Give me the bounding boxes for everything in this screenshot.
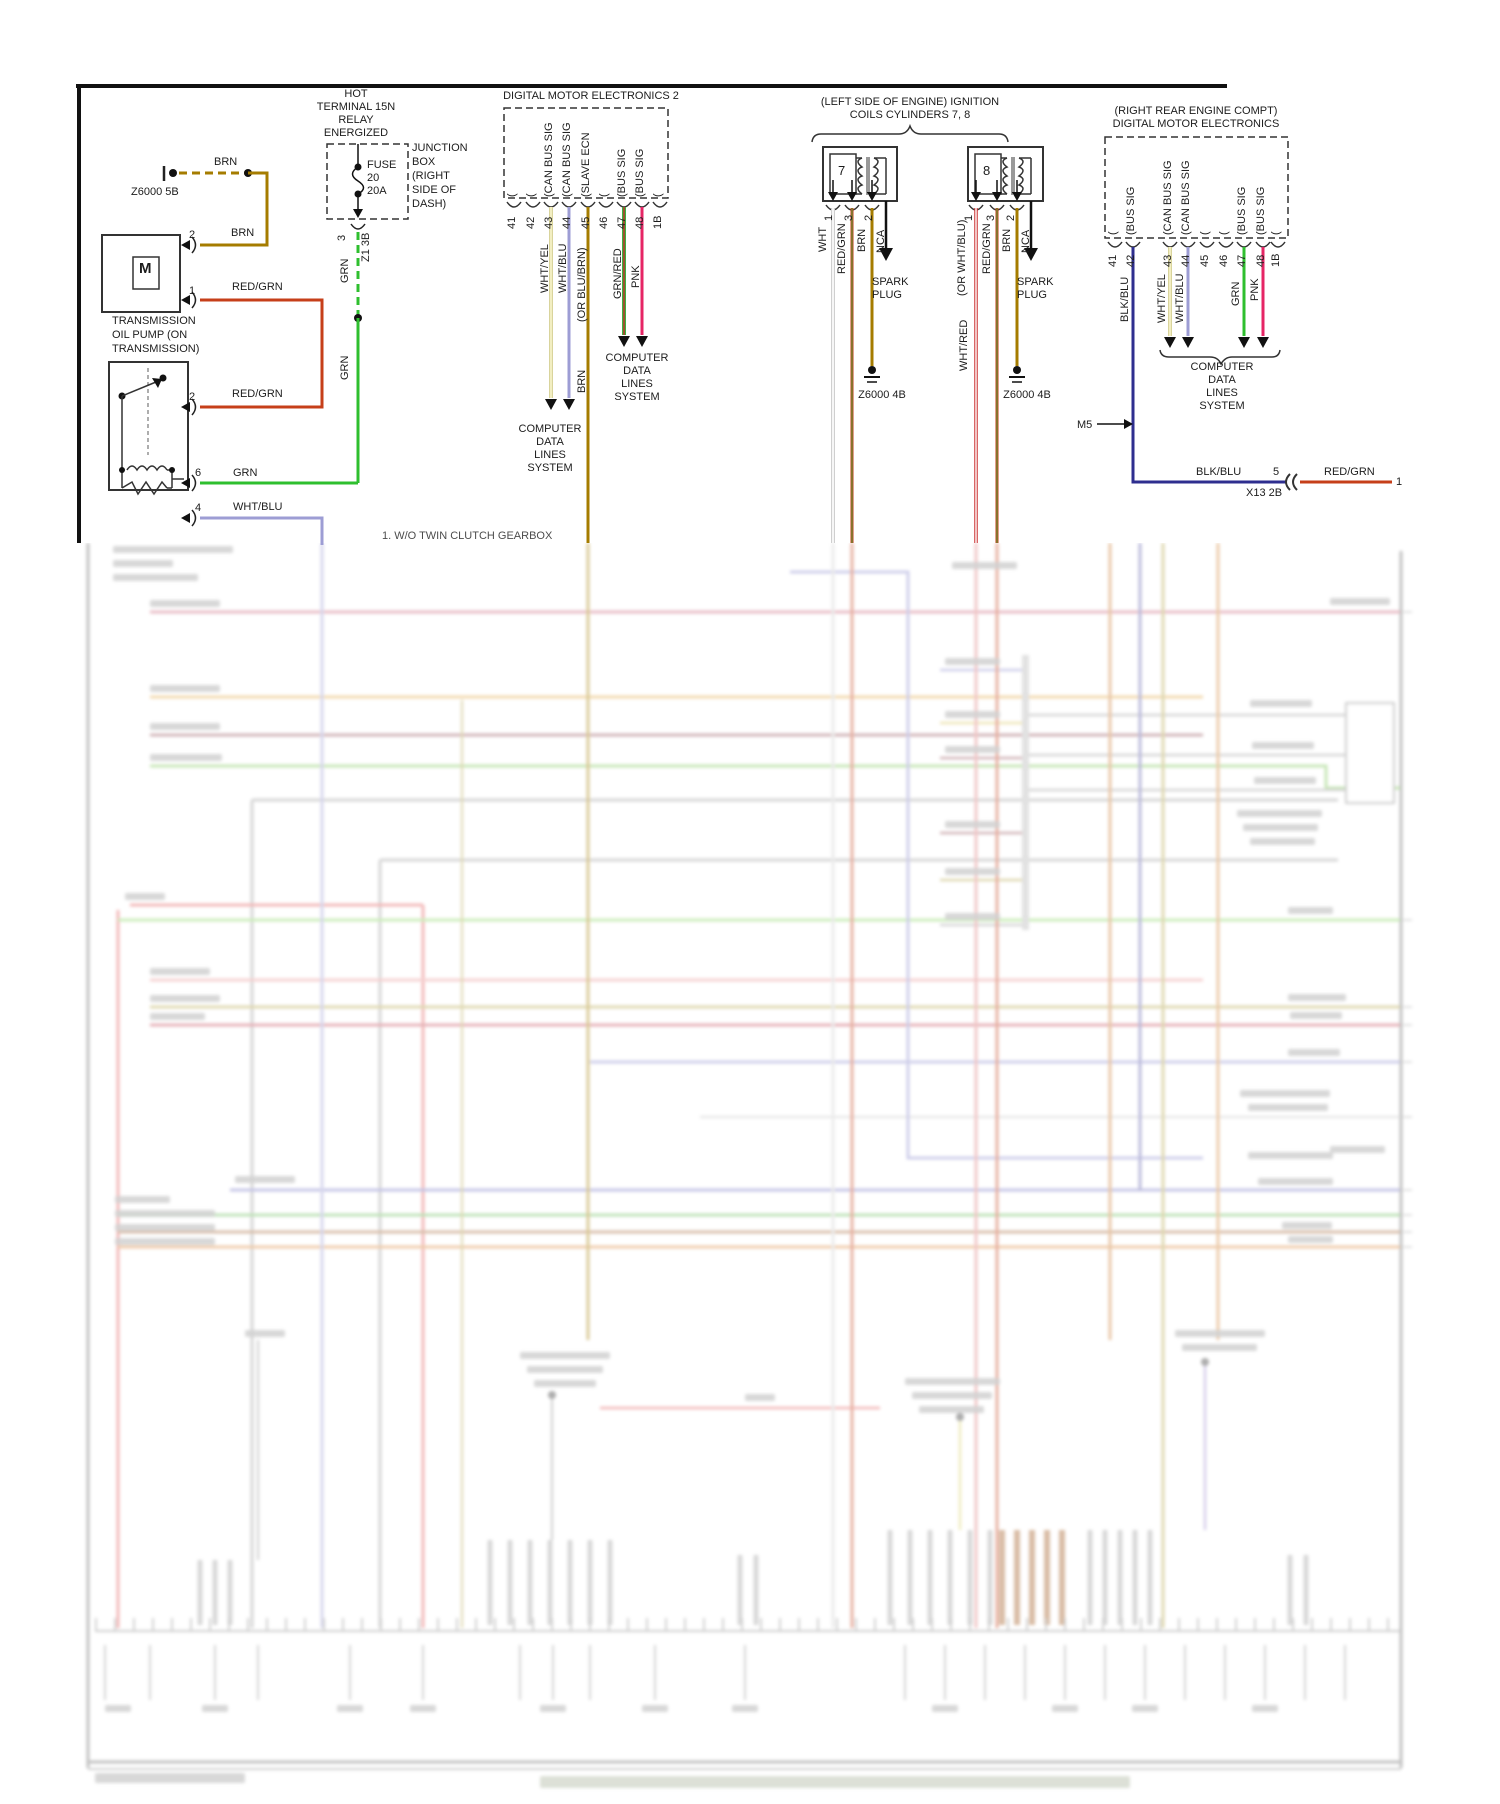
- wire-label-brn-c8: BRN: [1001, 228, 1013, 252]
- cdl-b-1: COMPUTER: [605, 352, 669, 364]
- coils-heading-line1: (LEFT SIDE OF ENGINE) IGNITION: [820, 96, 1000, 108]
- coil8-pin2: 2: [1005, 214, 1017, 221]
- junction-line3: (RIGHT: [412, 170, 450, 182]
- cdl-a-3: LINES: [534, 449, 566, 461]
- junction-line1: JUNCTION: [412, 142, 468, 154]
- wire-label-whtblu: WHT/BLU: [233, 501, 283, 513]
- spark-c8-1: SPARK: [1017, 276, 1054, 288]
- ground-id-z6000-5b: Z6000 5B: [131, 186, 179, 198]
- diagram-sharp-region: [0, 0, 1500, 543]
- coil8-pin1: 1: [963, 214, 975, 221]
- wire-label-or-whtblu: (OR WHT/BLU): [956, 219, 968, 296]
- spark-c7-2: PLUG: [872, 289, 902, 301]
- wire-label-grnred: GRN/RED: [612, 248, 624, 299]
- splice-m5-label: M5: [1077, 419, 1093, 431]
- dme2-pin-46: 46: [598, 216, 610, 229]
- wire-label-or-blubrn: (OR BLU/BRN): [576, 247, 588, 322]
- hot-line2: TERMINAL 15N: [316, 101, 396, 113]
- rdme-pin-connectors: [1108, 242, 1285, 247]
- wire-label-pnk: PNK: [630, 265, 642, 288]
- rdme-heading-line1: (RIGHT REAR ENGINE COMPT): [1114, 105, 1278, 117]
- dme2-pin-connectors: [507, 202, 667, 207]
- rdme-pin-46: 46: [1218, 254, 1230, 267]
- wire-whtblu-pump: [200, 518, 322, 545]
- wire-label-whtyel-rdme: WHT/YEL: [1156, 274, 1168, 323]
- faded-horizontal-wires: [118, 572, 1400, 1628]
- faded-connector-bar: [1022, 655, 1029, 930]
- connector-z1-3b: Z1 3B: [360, 232, 372, 262]
- wire-label-whtblu-rdme: WHT/BLU: [1174, 273, 1186, 323]
- rdme-pin-44: 44: [1180, 254, 1192, 267]
- pin-4-label: 4: [195, 502, 202, 514]
- wire-label-brn-top: BRN: [214, 156, 238, 168]
- pin-3-label: 3: [336, 234, 348, 241]
- spark-plug-c8: [1017, 276, 1069, 302]
- dme2-pin-48: 48: [634, 216, 646, 229]
- rdme-signal-47: (BUS SIG: [1236, 186, 1248, 235]
- hot-line3: RELAY: [338, 114, 374, 126]
- dme2-pin-42: 42: [525, 216, 537, 229]
- faded-edge-ticks: [1403, 612, 1412, 1247]
- dme2-signal-43: (CAN BUS SIG: [543, 122, 555, 197]
- pump-name-line1: TRANSMISSION: [112, 315, 196, 327]
- ground-id-z6000-4b-c7: Z6000 4B: [858, 389, 906, 401]
- dme2-pin-43: 43: [543, 216, 555, 229]
- dme2-signal-48: (BUS SIG: [634, 148, 646, 197]
- coil8-number: 8: [983, 163, 991, 178]
- rdme-tick-1b: (: [1270, 231, 1282, 235]
- dme2-tick-1b: (: [652, 193, 664, 197]
- x13-pin-5: 5: [1273, 466, 1280, 478]
- wire-label-brn-dme2: BRN: [576, 369, 588, 393]
- cdl-a-1: COMPUTER: [518, 423, 582, 435]
- faded-module-box: [1346, 703, 1394, 803]
- hot-relay-heading: [286, 88, 426, 140]
- rdme-heading-line2: DIGITAL MOTOR ELECTRONICS: [1112, 118, 1280, 130]
- rdme-pin-47: 47: [1236, 254, 1248, 267]
- wire-label-pnk-rdme: PNK: [1249, 278, 1261, 301]
- rdme-pin-45: 45: [1199, 254, 1211, 267]
- dme2-pin-41: 41: [506, 216, 518, 229]
- faded-stubs: [105, 1645, 1345, 1700]
- rdme-pin-48: 48: [1255, 254, 1267, 267]
- rdme-tick-46: (: [1218, 231, 1230, 235]
- coils-brace: [812, 126, 1008, 142]
- dme2-pin-47: 47: [616, 216, 628, 229]
- wire-label-whtyel: WHT/YEL: [539, 244, 551, 293]
- dme2-pin-1b: 1B: [652, 215, 664, 229]
- rdme-pin-41: 41: [1107, 254, 1119, 267]
- ground-id-z6000-4b-c8: Z6000 4B: [1003, 389, 1051, 401]
- wire-label-nca-c7: NCA: [875, 229, 887, 253]
- faded-brown-pins: [1002, 1530, 1062, 1625]
- oil-pump-switch: [109, 362, 196, 526]
- wire-label-redgrn-2: RED/GRN: [232, 388, 283, 400]
- coils-heading-line2: COILS CYLINDERS 7, 8: [849, 109, 971, 121]
- wire-label-brn-pin2: BRN: [231, 227, 255, 239]
- dme2-signal-44: (CAN BUS SIG: [561, 122, 573, 197]
- cdl-c-3: LINES: [1206, 387, 1238, 399]
- cdl-c-4: SYSTEM: [1199, 400, 1245, 412]
- hot-line1: HOT: [344, 88, 368, 100]
- wire-label-wht: WHT: [817, 226, 829, 252]
- cdl-c-2: DATA: [1208, 374, 1236, 386]
- fuse-rating: 20A: [367, 185, 387, 197]
- hot-line4: ENERGIZED: [323, 127, 389, 139]
- ignition-coils: [812, 126, 1043, 210]
- dme2-tick-41: (: [506, 193, 518, 197]
- wire-label-whtred: WHT/RED: [958, 319, 970, 371]
- wire-label-whtblu-dme2: WHT/BLU: [557, 243, 569, 293]
- spark-c8-2: PLUG: [1017, 289, 1047, 301]
- connector-x13-2b: X13 2B: [1246, 487, 1283, 499]
- dme2-pin-44: 44: [561, 216, 573, 229]
- wire-label-grn-solid: GRN: [339, 355, 351, 380]
- faded-terminal-strip: [95, 1618, 1400, 1632]
- ground-symbols: [864, 366, 1025, 382]
- rdme-signal-42: (BUS SIG: [1125, 186, 1137, 235]
- spark-c7-1: SPARK: [872, 276, 909, 288]
- rdme-pin-42: 42: [1125, 254, 1137, 267]
- cdl-c-1: COMPUTER: [1190, 361, 1254, 373]
- wire-label-grn: GRN: [233, 467, 258, 479]
- pump-name-line3: TRANSMISSION): [112, 343, 200, 355]
- x13-pin-1: 1: [1396, 476, 1403, 488]
- faded-vertical-wires: [258, 543, 1218, 1628]
- spark-plug-c7: [872, 276, 924, 302]
- junction-line5: DASH): [412, 198, 447, 210]
- dme2-signal-45: (SLAVE ECN: [580, 132, 592, 197]
- wire-label-grn-rdme: GRN: [1230, 281, 1242, 306]
- coil8-pin3: 3: [985, 214, 997, 221]
- computer-data-lines-b: [592, 352, 682, 404]
- rdme-signal-43: (CAN BUS SIG: [1162, 160, 1174, 235]
- faded-pin-clusters: [200, 1530, 1306, 1625]
- pin-2b-label: 2: [189, 391, 196, 403]
- coils-heading: [760, 96, 1060, 122]
- coil7-number: 7: [838, 163, 846, 178]
- dme2-signal-47: (BUS SIG: [616, 148, 628, 197]
- dme2-tick-42: (: [525, 193, 537, 197]
- fuse-label: FUSE: [367, 159, 397, 171]
- rdme-heading: [1096, 105, 1296, 131]
- coil-wires: [833, 201, 1038, 543]
- computer-data-lines-c: [1174, 361, 1270, 413]
- cdl-b-4: SYSTEM: [614, 391, 660, 403]
- rdme-tick-41: (: [1107, 231, 1119, 235]
- dme2-pin-45: 45: [580, 216, 592, 229]
- x13-connector: [1286, 474, 1297, 490]
- rdme-signal-48: (BUS SIG: [1255, 186, 1267, 235]
- pin-1-label: 1: [189, 285, 196, 297]
- wire-label-blkblu-x13: BLK/BLU: [1196, 466, 1242, 478]
- wire-label-redgrn-c7: RED/GRN: [836, 223, 848, 274]
- pump-name-line2: OIL PUMP (ON: [112, 329, 188, 341]
- coil7-pin2: 2: [863, 214, 875, 221]
- coil7-pin3: 3: [843, 214, 855, 221]
- motor-symbol: M: [139, 260, 152, 277]
- wire-label-redgrn-c8: RED/GRN: [981, 223, 993, 274]
- wire-label-brn-c7: BRN: [856, 228, 868, 252]
- cdl-a-4: SYSTEM: [527, 462, 573, 474]
- wire-label-redgrn-1: RED/GRN: [232, 281, 283, 293]
- faded-frame: [88, 543, 1401, 1769]
- footnote: 1. W/O TWIN CLUTCH GEARBOX: [382, 530, 553, 542]
- junction-line2: BOX: [412, 156, 436, 168]
- rdme-pin-43: 43: [1162, 254, 1174, 267]
- cdl-a-2: DATA: [536, 436, 564, 448]
- computer-data-lines-a: [505, 423, 595, 475]
- wire-label-blkblu: BLK/BLU: [1119, 276, 1131, 322]
- cdl-b-3: LINES: [621, 378, 653, 390]
- fuse-number: 20: [367, 172, 380, 184]
- coil7-pin1: 1: [823, 214, 835, 221]
- rdme-signal-44: (CAN BUS SIG: [1180, 160, 1192, 235]
- dme2-tick-46: (: [598, 193, 610, 197]
- cdl-b-2: DATA: [623, 365, 651, 377]
- dme2-title: DIGITAL MOTOR ELECTRONICS 2: [503, 90, 679, 102]
- pin-2-label: 2: [189, 229, 196, 241]
- schematic-lines: [0, 0, 1500, 543]
- wire-label-grn-dash: GRN: [339, 258, 351, 283]
- pin-6-label: 6: [195, 467, 202, 479]
- rdme-tick-45: (: [1199, 231, 1211, 235]
- junction-line4: SIDE OF: [412, 184, 457, 196]
- wire-label-nca-c8: NCA: [1020, 229, 1032, 253]
- rdme-pin-1b: 1B: [1270, 253, 1282, 267]
- wire-label-redgrn-x13: RED/GRN: [1324, 466, 1375, 478]
